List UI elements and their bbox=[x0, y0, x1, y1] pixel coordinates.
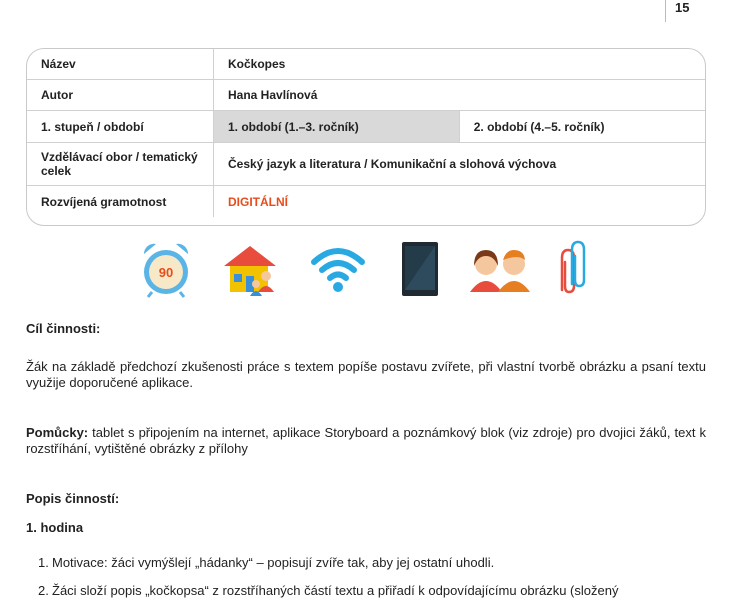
goal-heading: Cíl činnosti: bbox=[26, 321, 101, 336]
table-row bbox=[27, 49, 705, 80]
row-label-title: Název bbox=[27, 49, 214, 80]
row-label-literacy: Rozvíjená gramotnost bbox=[27, 186, 214, 218]
row-label-author: Autor bbox=[27, 80, 214, 111]
house-family-icon bbox=[220, 240, 280, 298]
row-value-title: Kočkopes bbox=[214, 49, 706, 80]
page-number: 15 bbox=[675, 0, 690, 15]
description-heading: Popis činností: bbox=[26, 491, 120, 506]
row-value-literacy: DIGITÁLNÍ bbox=[228, 194, 288, 209]
table-row bbox=[27, 143, 705, 186]
row-value-stage-period-1: 1. období (1.–3. ročník) bbox=[214, 111, 460, 143]
row-label-subject: Vzdělávací obor / tematický celek bbox=[27, 143, 214, 186]
row-value-author: Hana Havlínová bbox=[214, 80, 706, 111]
table-row bbox=[27, 111, 705, 143]
table-row bbox=[27, 80, 705, 111]
tools-paragraph bbox=[26, 425, 706, 457]
step-text: Motivace: žáci vymýšlejí „hádanky“ – popisují zvíře tak, aby jej ostatní uhodli. bbox=[52, 555, 495, 570]
row-label-stage: 1. stupeň / období bbox=[27, 111, 214, 143]
step-text: Žáci složí popis „kočkopsa“ z rozstříhaných částí textu a přiřadí k odpovídajícímu obrázku (složený bbox=[52, 583, 619, 598]
activity-info-table bbox=[27, 49, 705, 217]
activity-icons bbox=[138, 240, 598, 300]
page-number-divider bbox=[665, 0, 666, 22]
tools-text: tablet s připojením na internet, aplikace Storyboard a poznámkový blok (viz zdroje) pro dvojici žáků, text k rozstříhání, vytištěné obrázky z přílohy bbox=[26, 425, 706, 456]
tablet-icon bbox=[400, 240, 440, 298]
goal-text: Žák na základě předchozí zkušenosti práce s textem popíše postavu zvířete, při vlastní tvorbě obrázku a psaní textu využije doporučené aplikace. bbox=[26, 359, 706, 390]
paperclips-icon bbox=[556, 240, 590, 298]
alarm-clock-icon bbox=[138, 240, 194, 298]
row-value-stage-period-2: 2. období (4.–5. ročník) bbox=[459, 111, 705, 143]
step-number: 1. bbox=[38, 555, 49, 570]
table-row bbox=[27, 186, 705, 218]
lesson-heading: 1. hodina bbox=[26, 520, 84, 535]
clock-minutes-label: 90 bbox=[158, 265, 174, 280]
list-item bbox=[26, 555, 706, 571]
activity-steps bbox=[26, 555, 706, 599]
pair-of-people-icon bbox=[466, 240, 534, 296]
step-number: 2. bbox=[38, 583, 49, 598]
tools-label: Pomůcky: bbox=[26, 425, 89, 440]
list-item bbox=[26, 583, 706, 599]
activity-info-card bbox=[26, 48, 706, 226]
wifi-icon bbox=[310, 240, 366, 296]
row-value-subject: Český jazyk a literatura / Komunikační a slohová výchova bbox=[214, 143, 706, 186]
